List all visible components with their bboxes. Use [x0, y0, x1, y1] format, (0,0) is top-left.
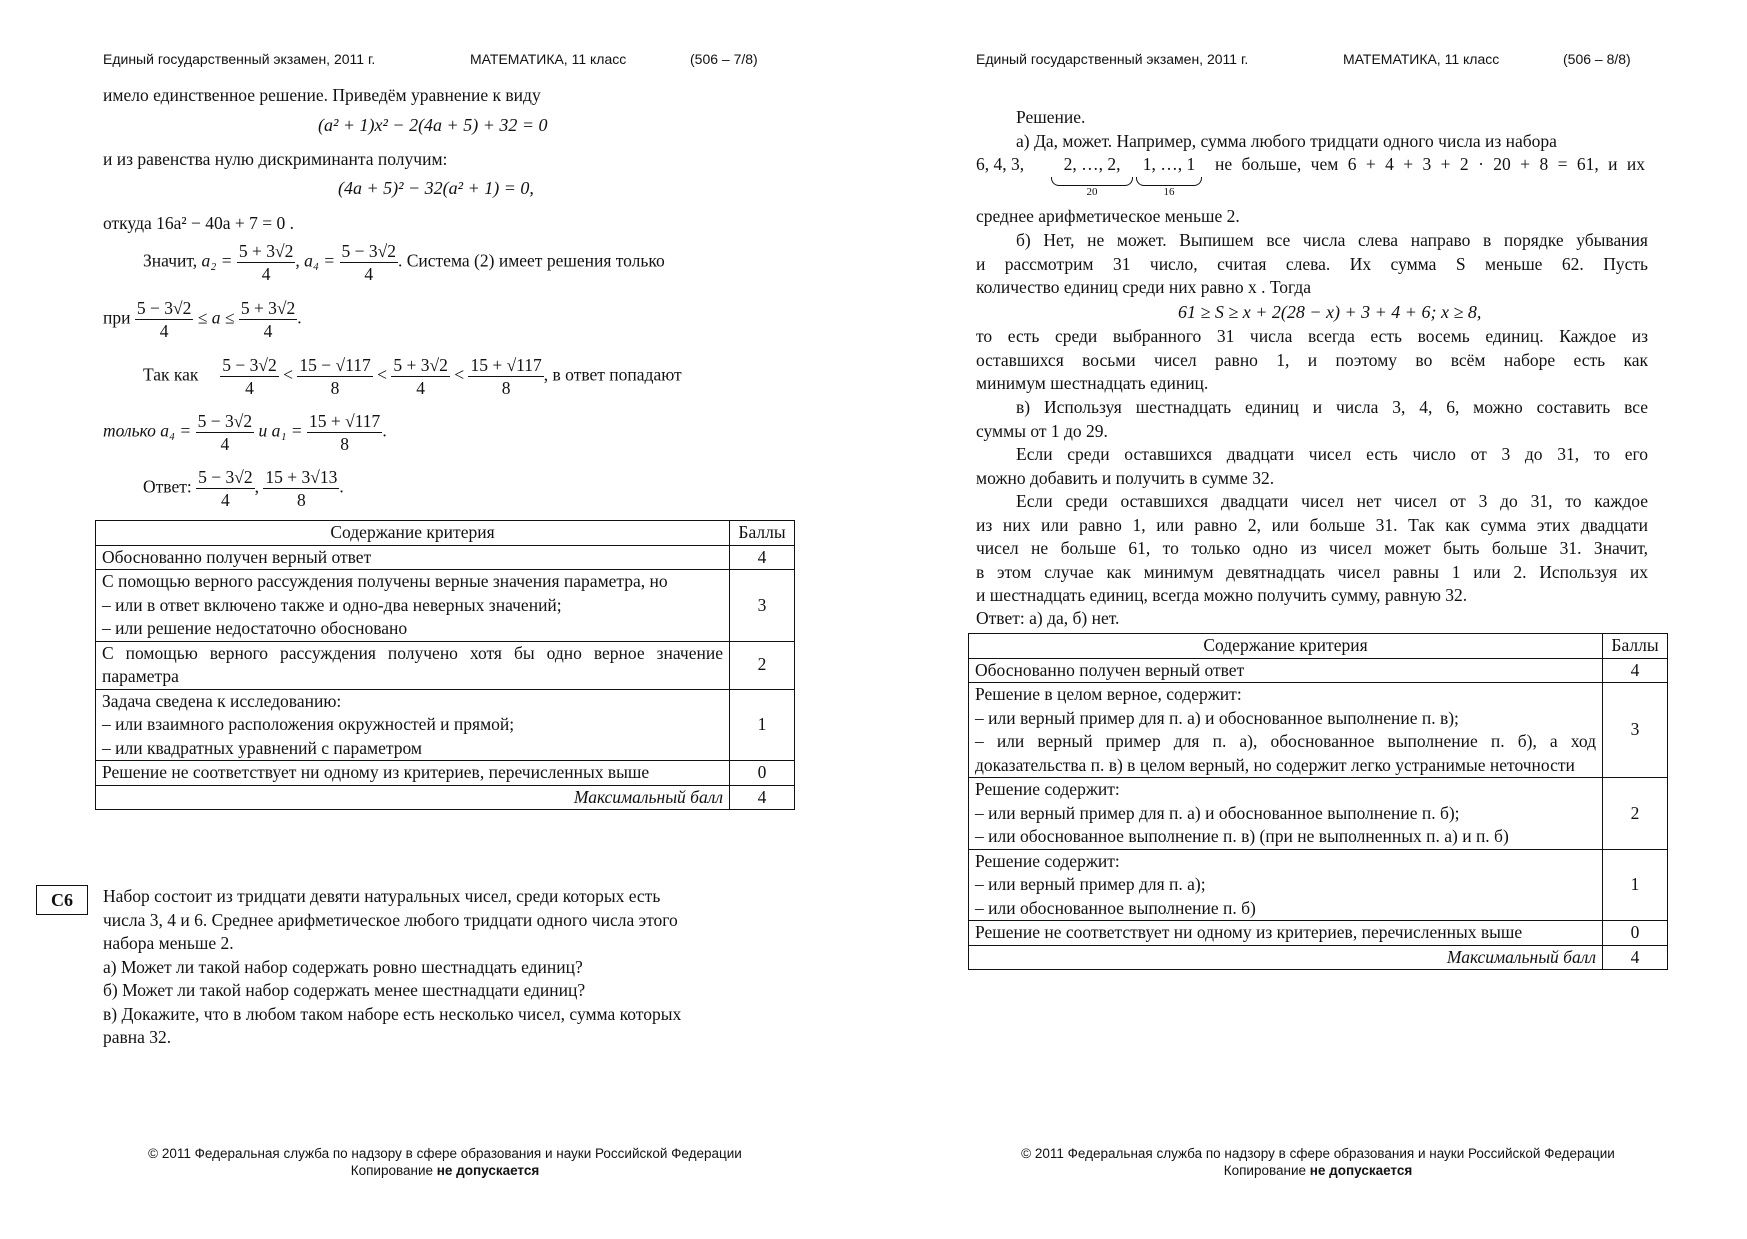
criterion-points: 2 [1603, 778, 1668, 850]
footer-copyright: © 2011 Федеральная служба по надзору в сфере образования и науки Российской Федерации [148, 1146, 742, 1161]
paragraph: и из равенства нулю дискриминанта получим: [103, 149, 448, 169]
underbrace [1136, 177, 1202, 186]
underbrace [1051, 177, 1133, 186]
part-v-case2: Если среди оставшихся двадцати чисел нет чисел от 3 до 31, то каждое из них или равно 1, или равно 2, или больше 31. Так как сумма этих двадцати чисел не больше 61, то только одно из чисел может быть больше 31. Значит, в этом случае как минимум девятнадцать чисел равны 1 или 2. Используя их и шестнадцать единиц, всегда можно получить сумму, равную 32. [976, 491, 1648, 605]
range-line: при $\frac{5 - 3√2}{4}$ ≤ a ≤ $\frac{5 + 3√2}{4}$ . [103, 298, 302, 341]
task-line: набора меньше 2. [103, 933, 234, 953]
task-statement [103, 885, 681, 1050]
criterion-points: 3 [730, 570, 795, 642]
solution-line: не больше, чем 6 + 4 + 3 + 2 · 20 + 8 = 61, и их [1215, 154, 1645, 174]
criterion-text: С помощью верного рассуждения получены верные значения параметра, но – или в ответ включено также и одно-два неверных значений; – или решение недостаточно обосновано [96, 570, 730, 642]
fraction: $\frac{15 - √117}{8}$ [299, 355, 371, 398]
part-b-continued: то есть среди выбранного 31 числа всегда есть восемь единиц. Каждое из оставшихся восьми чисел равно 1, и поэтому во всём наборе есть как минимум шестнадцать единиц. [976, 326, 1648, 393]
criterion-points: 1 [1603, 849, 1668, 921]
paragraph: имело единственное решение. Приведём уравнение к виду [103, 85, 541, 105]
criteria-table [95, 520, 795, 810]
roots-line [143, 240, 785, 285]
table-row [96, 761, 795, 786]
equation-2: (4a + 5)² − 32(a² + 1) = 0, [338, 178, 534, 198]
column-header-points: Баллы [730, 521, 795, 546]
task-line: числа 3, 4 и 6. Среднее арифметическое любого тридцати одного числа этого [103, 909, 678, 930]
criterion-points: 0 [730, 761, 795, 786]
answer-line: Ответ: $\frac{5 - 3√2}{4}$ , $\frac{15 + 3√13}{8}$ . [143, 467, 344, 510]
criterion-points: 2 [730, 641, 795, 689]
footer-copy-note: Копирование не допускается [1223, 1163, 1413, 1178]
solution-line: среднее арифметическое меньше 2. [976, 206, 1240, 226]
criterion-text: Обоснованно получен верный ответ [969, 658, 1603, 683]
brace-group-16: 1, …, 1 16 [1136, 153, 1202, 198]
footer [968, 1145, 1668, 1179]
fraction: $\frac{5 + 3√2}{4}$ [393, 355, 448, 398]
table-row [969, 778, 1668, 850]
table-row [96, 689, 795, 761]
result-line: только a₄ = $\frac{5 - 3√2}{4}$ и a₁ = $\frac{15 + √117}{8}$ . [103, 411, 387, 454]
fraction: $\frac{15 + √117}{8}$ [470, 355, 542, 398]
inequality: 61 ≥ S ≥ x + 2(28 − x) + 3 + 4 + 6; x ≥ 8, [1178, 302, 1482, 322]
brace-group-20: 2, …, 2, 20 [1051, 153, 1133, 198]
table-max-row [96, 785, 795, 810]
table-row [96, 545, 795, 570]
max-score-label: Максимальный балл [969, 945, 1603, 970]
right-page [873, 0, 1747, 1239]
task-code-box: C6 [36, 885, 88, 915]
table-row [969, 658, 1668, 683]
criterion-text: Решение содержит: – или верный пример для п. а); – или обоснованное выполнение п. б) [969, 849, 1603, 921]
max-score-value: 4 [1603, 945, 1668, 970]
table-row [96, 570, 795, 642]
header-exam: Единый государственный экзамен, 2011 г. [976, 51, 1249, 67]
table-header-row [969, 634, 1668, 659]
answer-line: Ответ: а) да, б) нет. [976, 608, 1120, 628]
table-header-row [96, 521, 795, 546]
fraction: $\frac{5 - 3√2}{4}$ [341, 241, 396, 284]
criterion-points: 4 [1603, 658, 1668, 683]
footer-copy-note: Копирование не допускается [350, 1163, 540, 1178]
table-row [969, 683, 1668, 778]
fraction: $\frac{5 + 3√2}{4}$ [238, 241, 294, 284]
part-v-case1: Если среди оставшихся двадцати чисел есть число от 3 до 31, то его можно добавить и получить в сумме 32. [976, 444, 1648, 488]
criterion-text: Решение не соответствует ни одному из критериев, перечисленных выше [969, 921, 1603, 946]
column-header-content: Содержание критерия [96, 521, 730, 546]
criterion-text: Решение в целом верное, содержит: – или верный пример для п. а) и обоснованное выполнение п. в); – или верный пример для п. а), обоснованное выполнение п. б), а ход доказательства п. в) в целом верный, но содержит легко устранимые неточности [969, 683, 1603, 778]
task-line: Набор состоит из тридцати девяти натуральных чисел, среди которых есть [103, 886, 661, 906]
criterion-points: 1 [730, 689, 795, 761]
criterion-points: 0 [1603, 921, 1668, 946]
criteria-table [968, 633, 1668, 970]
part-b: б) Нет, не может. Выпишем все числа слева направо в порядке убывания и рассмотрим 31 число, считая слева. Их сумма S меньше 62. Пусть количество единиц среди них равно x . Тогда [976, 230, 1648, 297]
fraction: $\frac{5 + 3√2}{4}$ [240, 298, 296, 341]
criterion-text: Решение содержит: – или верный пример для п. а) и обоснованное выполнение п. б); – или обоснованное выполнение п. в) (при не выполненных п. а) и п. б) [969, 778, 1603, 850]
math-var: , a₄ = [295, 250, 336, 271]
column-header-content: Содержание критерия [969, 634, 1603, 659]
criterion-points: 3 [1603, 683, 1668, 778]
header-page: (506 – 7/8) [690, 51, 758, 67]
equation-1: (a² + 1)x² − 2(4a + 5) + 32 = 0 [318, 115, 548, 135]
max-score-value: 4 [730, 785, 795, 810]
footer-copyright: © 2011 Федеральная служба по надзору в сфере образования и науки Российской Федерации [1021, 1146, 1615, 1161]
task-line: равна 32. [103, 1027, 172, 1047]
table-row [96, 641, 795, 689]
table-row [969, 849, 1668, 921]
fraction: $\frac{5 - 3√2}{4}$ [222, 355, 277, 398]
fraction: $\frac{15 + √117}{8}$ [308, 411, 381, 454]
max-score-label: Максимальный балл [96, 785, 730, 810]
criterion-text: Задача сведена к исследованию: – или взаимного расположения окружностей и прямой; – или квадратных уравнений с параметром [96, 689, 730, 761]
header-exam: Единый государственный экзамен, 2011 г. [103, 51, 376, 67]
footer [95, 1145, 795, 1179]
fraction: $\frac{5 - 3√2}{4}$ [136, 298, 192, 341]
criterion-text: С помощью верного рассуждения получено хотя бы одно верное значение параметра [96, 641, 730, 689]
part-v: в) Используя шестнадцать единиц и числа 3, 4, 6, можно составить все суммы от 1 до 29. [976, 397, 1648, 441]
task-line: б) Может ли такой набор содержать менее шестнадцати единиц? [103, 980, 586, 1000]
criterion-points: 4 [730, 545, 795, 570]
header-subject: МАТЕМАТИКА, 11 класс [1343, 51, 1500, 67]
table-row [969, 921, 1668, 946]
column-header-points: Баллы [1603, 634, 1668, 659]
fraction: $\frac{5 - 3√2}{4}$ [197, 411, 253, 454]
task-line: в) Докажите, что в любом таком наборе есть несколько чисел, сумма которых [103, 1003, 682, 1024]
solution-line: а) Да, может. Например, сумма любого тридцати одного числа из набора [1016, 131, 1557, 151]
table-max-row [969, 945, 1668, 970]
criterion-text: Обоснованно получен верный ответ [96, 545, 730, 570]
math-var: a₂ = [201, 250, 233, 271]
header-subject: МАТЕМАТИКА, 11 класс [470, 51, 627, 67]
comparison-line: Так как $\frac{5 - 3√2}{4}$ < $\frac{15 - √117}{8}$ < $\frac{5 + 3√2}{4}$ < $\frac{15 + √117}{8}$ , в ответ попадают [143, 355, 682, 398]
header-page: (506 – 8/8) [1563, 51, 1631, 67]
criterion-text: Решение не соответствует ни одному из критериев, перечисленных выше [96, 761, 730, 786]
fraction: $\frac{15 + 3√13}{8}$ [265, 467, 338, 510]
paragraph: откуда 16a² − 40a + 7 = 0 . [103, 213, 295, 233]
task-line: а) Может ли такой набор содержать ровно шестнадцать единиц? [103, 956, 583, 977]
text: Значит, [143, 250, 198, 271]
solution-line: 6, 4, 3, [976, 154, 1025, 174]
fraction: $\frac{5 - 3√2}{4}$ [198, 467, 253, 510]
text: . Система (2) имеет решения только [397, 250, 665, 271]
solution-title: Решение. [1016, 107, 1086, 127]
left-page [0, 0, 870, 1239]
